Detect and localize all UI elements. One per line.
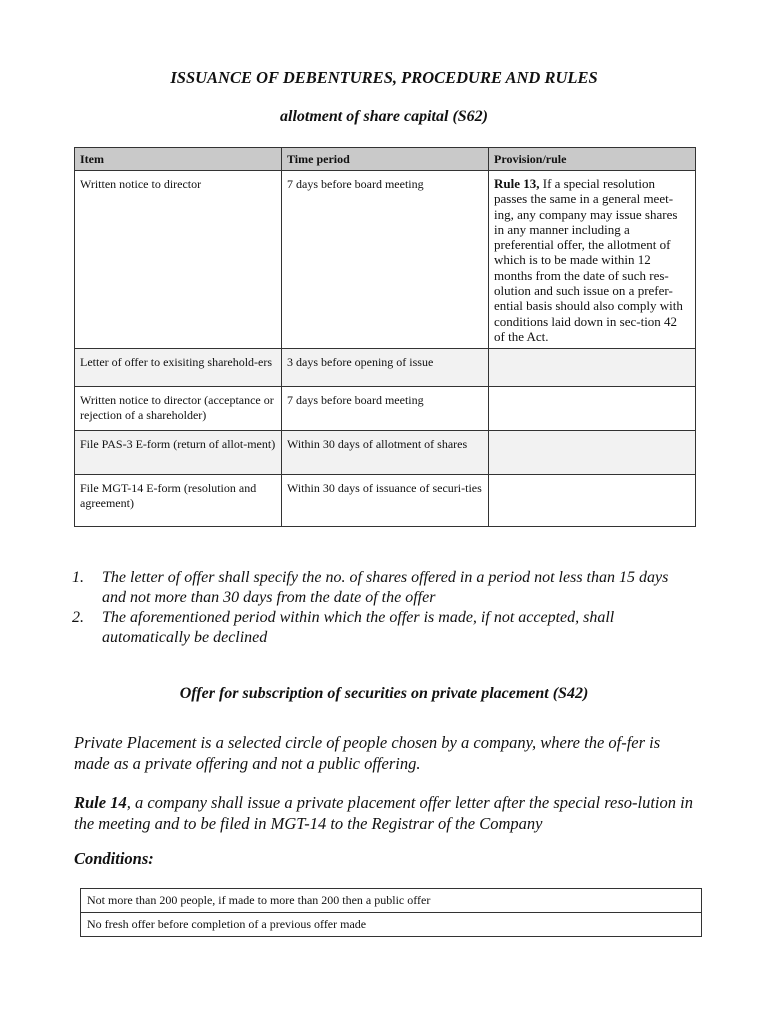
cell-provision xyxy=(489,431,696,475)
cell-time-period: Within 30 days of issuance of securi-ties xyxy=(282,475,489,527)
table-row xyxy=(81,889,702,913)
list-number: 1. xyxy=(72,569,84,586)
allotment-table xyxy=(74,147,696,527)
cell-item: File PAS-3 E-form (return of allot-ment) xyxy=(75,431,282,475)
cell-provision xyxy=(489,171,696,349)
table-row xyxy=(81,913,702,937)
cell-provision xyxy=(489,475,696,527)
cell-time-period: 7 days before board meeting xyxy=(282,387,489,431)
list-number: 2. xyxy=(72,609,84,626)
cell-item: Written notice to director (acceptance or rejection of a shareholder) xyxy=(75,387,282,431)
private-placement-heading: Offer for subscription of securities on private placement (S42) xyxy=(179,685,589,702)
column-header-time-period: Time period xyxy=(282,148,489,171)
list-item xyxy=(72,568,692,608)
rule-14-text: , a company shall issue a private placement offer letter after the special reso-lution in the meeting and to be filed in MGT-14 to the Registrar of the Company xyxy=(74,793,693,833)
table-row xyxy=(75,387,696,431)
rule-13-text: If a special resolution passes the same in a general meet-ing, any company may issue shares in any manner including a preferential offer, the allotment of which is to be made within 12 months from the date of such res-olution and such issue on a prefer-ential basis should also comply with conditions laid down in sec-tion 42 of the Act. xyxy=(494,176,683,344)
condition-cell: Not more than 200 people, if made to more than 200 then a public offer xyxy=(81,889,702,913)
rule-14-label: Rule 14 xyxy=(74,793,127,812)
cell-provision xyxy=(489,387,696,431)
table-header-row xyxy=(75,148,696,171)
list-item xyxy=(72,608,692,648)
cell-time-period: Within 30 days of allotment of shares xyxy=(282,431,489,475)
rule-13-label: Rule 13, xyxy=(494,176,540,191)
cell-item: Written notice to director xyxy=(75,171,282,349)
rule-14-paragraph xyxy=(74,793,696,834)
cell-item: File MGT-14 E-form (resolution and agreement) xyxy=(75,475,282,527)
table-row xyxy=(75,349,696,387)
column-header-item: Item xyxy=(75,148,282,171)
condition-cell: No fresh offer before completion of a previous offer made xyxy=(81,913,702,937)
list-text: The letter of offer shall specify the no. of shares offered in a period not less than 15 days and not more than 30 days from the date of the offer xyxy=(102,569,669,606)
cell-item: Letter of offer to exisiting sharehold-ers xyxy=(75,349,282,387)
conditions-table xyxy=(80,888,702,937)
conditions-heading: Conditions: xyxy=(74,849,154,868)
cell-provision xyxy=(489,349,696,387)
table-row xyxy=(75,475,696,527)
cell-time-period: 7 days before board meeting xyxy=(282,171,489,349)
allotment-subtitle: allotment of share capital (S62) xyxy=(280,108,488,125)
private-placement-definition: Private Placement is a selected circle of people chosen by a company, where the of-fer is made as a private offering and not a public offering. xyxy=(74,733,661,773)
offer-notes-list xyxy=(72,568,692,648)
cell-time-period: 3 days before opening of issue xyxy=(282,349,489,387)
column-header-provision: Provision/rule xyxy=(489,148,696,171)
table-row xyxy=(75,431,696,475)
document-title: ISSUANCE OF DEBENTURES, PROCEDURE AND RULES xyxy=(170,68,598,87)
list-text: The aforementioned period within which the offer is made, if not accepted, shall automatically be declined xyxy=(102,609,615,646)
table-row xyxy=(75,171,696,349)
